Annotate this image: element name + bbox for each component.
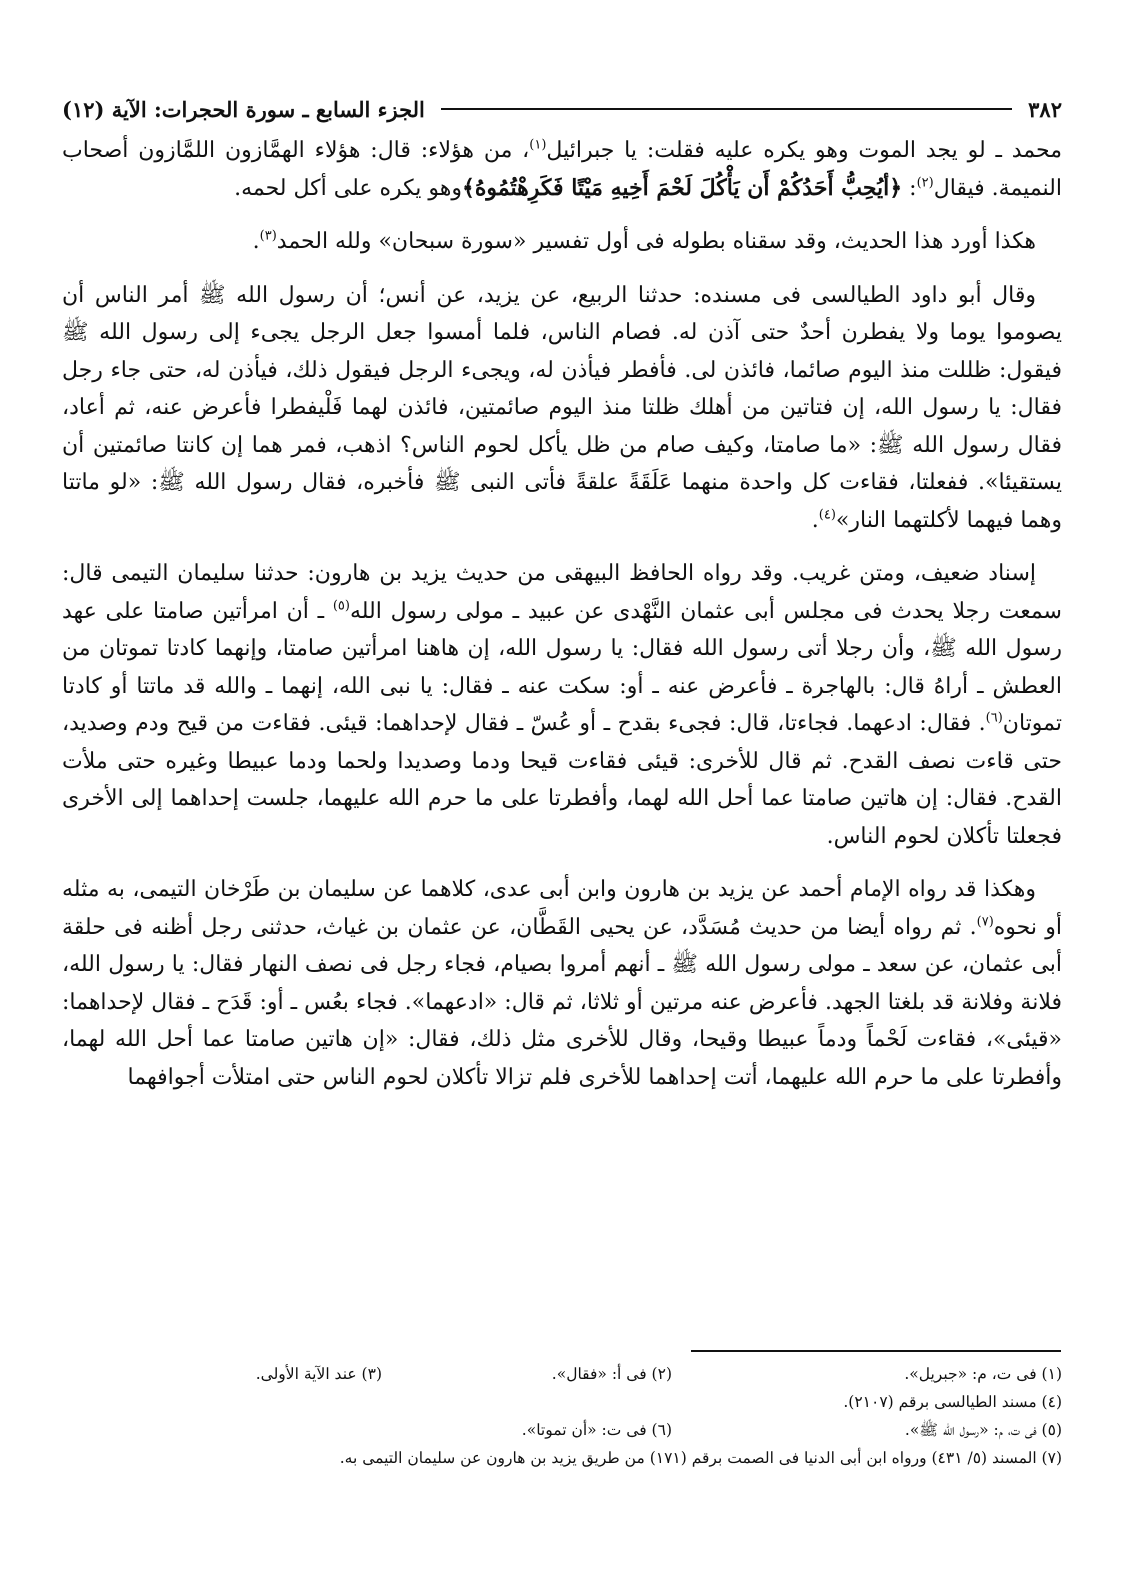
footnote-separator	[691, 1350, 1061, 1352]
paragraph-2	[62, 223, 1062, 261]
text-run: وهو يكره على أكل لحمه.	[234, 175, 462, 201]
page	[62, 92, 1062, 1112]
footnote-row	[62, 1444, 1062, 1472]
paragraph-5	[62, 871, 1062, 1096]
footnote-2: (٢) فى أ: «فقال».	[551, 1365, 672, 1383]
footnote-ref[interactable]: (٧)	[976, 914, 994, 930]
footnote-ref[interactable]: (٥)	[332, 598, 350, 614]
main-text	[62, 132, 1062, 1096]
footnote-ref[interactable]: (٦)	[985, 710, 1003, 726]
footnote-row	[62, 1416, 1062, 1444]
page-number: ٣٨٢	[1028, 96, 1062, 122]
text-run: إسناد ضعيف، ومتن غريب. وقد رواه الحافظ البيهقى من حديث يزيد بن هارون: حدثنا سليمان التيمى قال: سمعت رجلا يحدث فى مجلس أبى عثمان النَّهْدى عن عبيد ـ مولى رسول الله	[62, 561, 1062, 624]
footnote-1: (١) فى ت، م: «جبريل».	[904, 1365, 1062, 1383]
quran-verse: ﴿أيُحِبُّ أَحَدُكُمْ أَن يَأْكُلَ لَحْمَ أَخِيهِ مَيْتًا فَكَرِهْتُمُوهُ﴾	[462, 174, 903, 201]
paragraph-1	[62, 132, 1062, 207]
text-run: هكذا أورد هذا الحديث، وقد سقناه بطوله فى أول تفسير «سورة سبحان» ولله الحمد	[276, 229, 1036, 254]
text-run: محمد ـ لو يجد الموت وهو يكره عليه فقلت: يا جبرائيل	[546, 138, 1062, 163]
footnotes	[62, 1360, 1062, 1472]
running-header	[62, 92, 1062, 126]
text-run: .	[252, 229, 260, 254]
text-run: . فقال: ادعهما. فجاءتا، قال: فجىء بقدح ـ أو عُسّ ـ فقال لإحداهما: قيئى. فقاءت من قيح ودم وصديد، حتى قاءت نصف القدح. ثم قال للأخرى: قيئى فقاءت قيحا ودما وصديدا ولحما ودما عبيطا وغيره حتى ملأت القدح. فقال: إن هاتين صامتا عما أحل الله لهما، وأفطرتا على ما حرم الله عليهما، جلست إحداهما إلى الأخرى فجعلتا تأكلان لحوم الناس.	[62, 711, 1062, 849]
text-run: . ثم رواه أيضا من حديث مُسَدَّد، عن يحيى القَطَّان، عن عثمان بن غياث، حدثنى رجل أظنه فى حلقة أبى عثمان، عن سعد ـ مولى رسول الله ﷺ ـ أنهم أمروا بصيام، فجاء رجل فى نصف النهار فقال: يا رسول الله، فلانة وفلانة قد بلغتا الجهد. فأعرض عنه مرتين أو ثلاثا، ثم قال: «ادعهما». فجاء بعُس ـ أو: قَدَح ـ فقال لإحداهما: «قيئى»، فقاءت لَحْماً ودماً عبيطا وقيحا، وقال للأخرى مثل ذلك، فقال: «إن هاتين صامتا عما أحل الله لهما، وأفطرتا على ما حرم الله عليهما، أتت إحداهما للأخرى فلم تزالا تأكلان لحوم الناس حتى امتلأت أجوافهما	[62, 914, 1062, 1090]
paragraph-4	[62, 555, 1062, 855]
footnote-5: (٥) فى ت، م: «رسول الله ﷺ».	[904, 1421, 1062, 1439]
footnote-7: (٧) المسند (٥/ ٤٣١) ورواه ابن أبى الدنيا فى الصمت برقم (١٧١) من طريق يزيد بن هارون عن سليمان التيمى به.	[339, 1449, 1062, 1467]
running-title: الجزء السابع ـ سورة الحجرات: الآية (١٢)	[62, 96, 425, 122]
paragraph-3	[62, 277, 1062, 540]
text-run: وهكذا قد رواه الإمام أحمد عن يزيد بن هارون وابن أبى عدى، كلاهما عن سليمان بن طَرْخان التيمى، به مثله أو نحوه	[62, 877, 1062, 940]
text-run: ، من هؤلاء: قال: هؤلاء الهمَّازون اللمَّازون أصحاب النميمة. فيقال	[62, 138, 1062, 201]
footnote-4: (٤) مسند الطيالسى برقم (٢١٠٧).	[843, 1393, 1062, 1411]
footnote-3: (٣) عند الآية الأولى.	[255, 1365, 382, 1383]
text-run: :	[902, 175, 917, 201]
text-run: وقال أبو داود الطيالسى فى مسنده: حدثنا الربيع، عن يزيد، عن أنس؛ أن رسول الله ﷺ أمر الناس أن يصوموا يوما ولا يفطرن أحدٌ حتى آذن له. فصام الناس، فلما أمسوا جعل الرجل يجىء إلى رسول الله ﷺ فيقول: ظللت منذ اليوم صائما، فائذن لى. فأفطر فيأذن له، ويجىء الرجل فيقول ذلك، فيأذن له، حتى جاء رجل فقال: يا رسول الله، إن فتاتين من أهلك ظلتا منذ اليوم صائمتين، فائذن لهما فَلْيفطرا فأعرض عنه، ثم أعاد، فقال رسول الله ﷺ: «ما صامتا، وكيف صام من ظل يأكل لحوم الناس؟ اذهب، فمر هما إن كانتا صائمتين أن يستقيئا». ففعلتا، فقاءت كل واحدة منهما عَلَقَةً علقةً فأتى النبى ﷺ فأخبره، فقال رسول الله ﷺ: «لو ماتتا وهما فيهما لأكلتهما النار»	[62, 282, 1062, 533]
footnote-ref[interactable]: (٣)	[259, 228, 277, 244]
header-rule	[441, 108, 1012, 110]
footnote-ref[interactable]: (٤)	[818, 507, 836, 523]
footnote-ref[interactable]: (١)	[529, 137, 547, 153]
footnote-row	[62, 1360, 1062, 1388]
footnote-row	[62, 1388, 1062, 1416]
text-run: .	[811, 507, 819, 533]
footnote-ref[interactable]: (٢)	[916, 175, 934, 191]
text-run: ـ أن امرأتين صامتا على عهد رسول الله ﷺ، وأن رجلا أتى رسول الله فقال: يا رسول الله، إن هاهنا امرأتين صامتا، وإنهما كادتا تموتان من العطش ـ أراهُ قال: بالهاجرة ـ فأعرض عنه ـ أو: سكت عنه ـ فقال: يا نبى الله، إنهما ـ والله قد ماتتا أو كادتا تموتان	[62, 598, 1062, 736]
footnote-6: (٦) فى ت: «أن تموتا».	[521, 1421, 672, 1439]
